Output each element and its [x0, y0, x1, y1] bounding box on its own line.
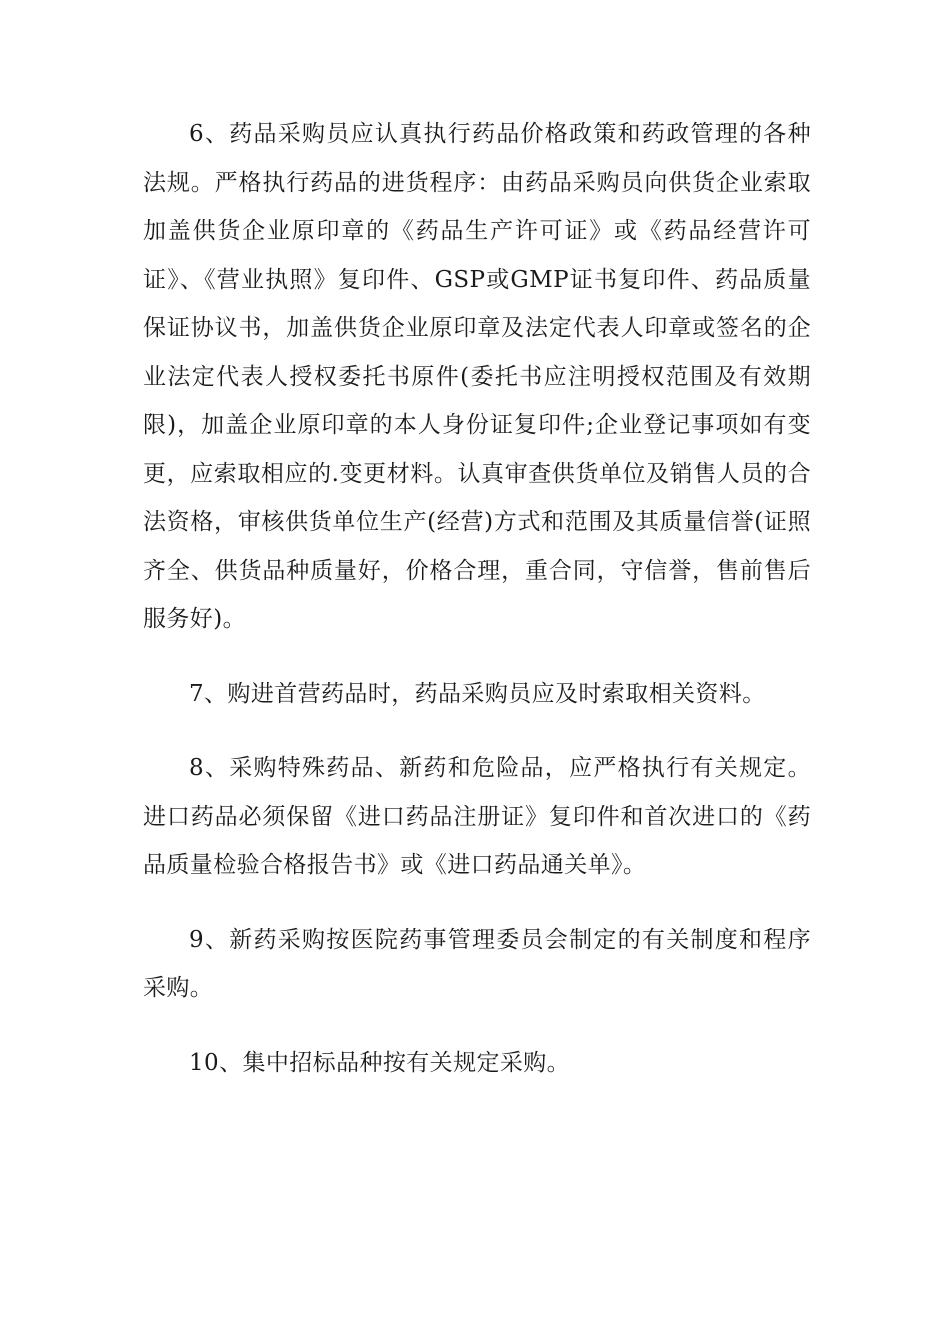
paragraph-9: 9、新药采购按医院药事管理委员会制定的有关制度和程序采购。 — [143, 926, 811, 1001]
paragraph-10: 10、集中招标品种按有关规定采购。 — [189, 1049, 571, 1076]
paragraph-7: 7、购进首营药品时，药品采购员应及时索取相关资料。 — [189, 680, 766, 707]
paragraph-8: 8、采购特殊药品、新药和危险品，应严格执行有关规定。进口药品必须保留《进口药品注册证》复印件和首次进口的《药品质量检验合格报告书》或《进口药品通关单》。 — [143, 755, 811, 878]
document-body — [143, 110, 811, 1113]
paragraph-6: 6、药品采购员应认真执行药品价格政策和药政管理的各种法规。严格执行药品的进货程序：由药品采购员向供货企业索取加盖供货企业原印章的《药品生产许可证》或《药品经营许可证》、《营业执照》复印件、GSP或GMP证书复印件、药品质量保证协议书，加盖供货企业原印章及法定代表人印章或签名的企业法定代表人授权委托书原件(委托书应注明授权范围及有效期限)，加盖企业原印章的本人身份证复印件;企业登记事项如有变更，应索取相应的.变更材料。认真审查供货单位及销售人员的合法资格，审核供货单位生产(经营)方式和范围及其质量信誉(证照齐全、供货品种质量好，价格合理，重合同，守信誉，售前售后服务好)。 — [143, 121, 811, 632]
